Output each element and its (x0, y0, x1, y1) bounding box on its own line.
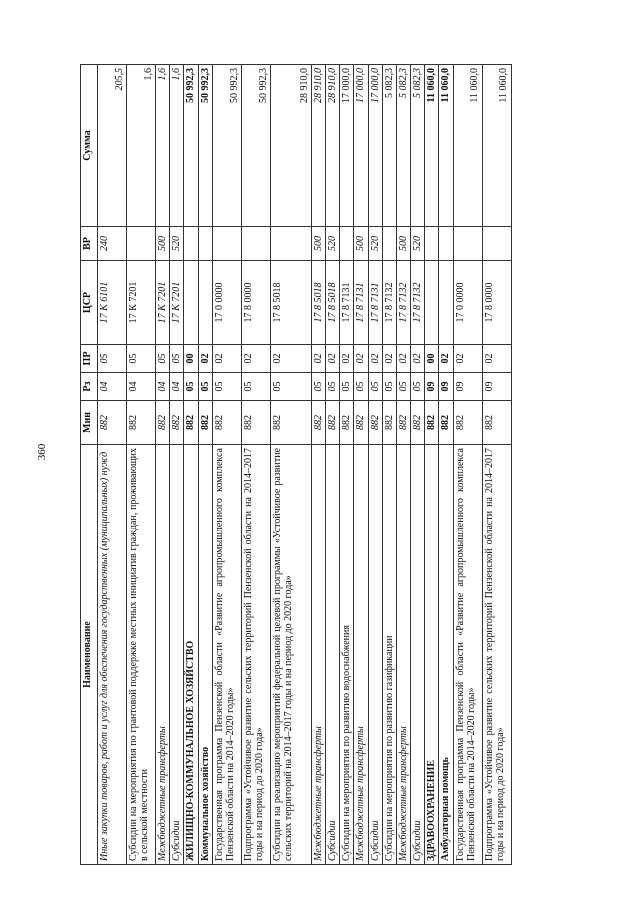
cell-vr (425, 227, 439, 261)
cell-min: 882 (396, 401, 410, 445)
table-row (425, 65, 439, 865)
cell-vr (482, 227, 511, 261)
cell-rz: 04 (98, 373, 127, 401)
cell-rz: 05 (382, 373, 396, 401)
cell-name: Субсидии (411, 445, 425, 865)
cell-rz: 05 (311, 373, 325, 401)
cell-rz: 05 (270, 373, 311, 401)
cell-sum: 17 000,0 (354, 65, 368, 227)
table-row (368, 65, 382, 865)
cell-csr (439, 261, 453, 345)
cell-rz: 09 (439, 373, 453, 401)
cell-pr: 02 (368, 345, 382, 373)
table-row (325, 65, 339, 865)
cell-pr: 02 (198, 345, 212, 373)
cell-min: 882 (198, 401, 212, 445)
cell-name: Субсидии (368, 445, 382, 865)
cell-rz: 05 (368, 373, 382, 401)
cell-rz: 05 (396, 373, 410, 401)
table-row (212, 65, 241, 865)
cell-vr (241, 227, 270, 261)
table-row (354, 65, 368, 865)
table-row (382, 65, 396, 865)
cell-min: 882 (270, 401, 311, 445)
cell-name: ЗДРАВООХРАНЕНИЕ (425, 445, 439, 865)
cell-name: Субсидии на мероприятия по развитию водоснабжения (340, 445, 354, 865)
cell-sum: 205,5 (98, 65, 127, 227)
cell-sum: 17 000,0 (368, 65, 382, 227)
cell-name: Субсидии на мероприятия по развитию газификации (382, 445, 396, 865)
cell-min: 882 (382, 401, 396, 445)
cell-pr: 02 (354, 345, 368, 373)
cell-pr: 02 (411, 345, 425, 373)
cell-min: 882 (340, 401, 354, 445)
cell-rz: 09 (453, 373, 482, 401)
cell-vr: 500 (156, 227, 170, 261)
cell-pr: 02 (241, 345, 270, 373)
table-row (127, 65, 156, 865)
cell-sum: 28 910,0 (311, 65, 325, 227)
cell-name: Субсидии (170, 445, 184, 865)
cell-vr (184, 227, 198, 261)
cell-min: 882 (212, 401, 241, 445)
cell-rz: 09 (482, 373, 511, 401)
table-row (98, 65, 127, 865)
table-row (439, 65, 453, 865)
cell-csr: 17 К 7201 (127, 261, 156, 345)
cell-sum: 11 060,0 (439, 65, 453, 227)
table-row (198, 65, 212, 865)
cell-csr: 17 8 7131 (354, 261, 368, 345)
cell-name: Субсидии (325, 445, 339, 865)
cell-vr (453, 227, 482, 261)
cell-vr (340, 227, 354, 261)
header-min: Мин (81, 401, 98, 445)
cell-pr: 05 (156, 345, 170, 373)
cell-sum: 50 992,3 (184, 65, 198, 227)
cell-min: 882 (411, 401, 425, 445)
cell-sum: 1,6 (156, 65, 170, 227)
cell-rz: 05 (411, 373, 425, 401)
cell-vr: 520 (411, 227, 425, 261)
cell-pr: 02 (325, 345, 339, 373)
rotated-table-container (80, 65, 540, 865)
cell-min: 882 (453, 401, 482, 445)
header-sum: Сумма (81, 65, 98, 227)
cell-min: 882 (368, 401, 382, 445)
cell-vr (439, 227, 453, 261)
table-row (311, 65, 325, 865)
table-body (98, 65, 512, 865)
cell-name: Субсидии на реализацию мероприятий федеральной целевой программы «Устойчивое развитие сельских территорий на 2014–2017 годы и на период до 2020 года» (270, 445, 311, 865)
cell-rz: 05 (241, 373, 270, 401)
header-vr: ВР (81, 227, 98, 261)
cell-pr: 02 (212, 345, 241, 373)
cell-name: Подпрограмма «Устойчивое развитие сельских территорий Пензенской области на 2014–2017 годы и на период до 2020 года» (241, 445, 270, 865)
cell-min: 882 (482, 401, 511, 445)
cell-pr: 02 (439, 345, 453, 373)
cell-pr: 02 (396, 345, 410, 373)
table-row (411, 65, 425, 865)
cell-sum: 11 060,0 (425, 65, 439, 227)
table-row (156, 65, 170, 865)
cell-pr: 02 (311, 345, 325, 373)
cell-csr (425, 261, 439, 345)
cell-vr (270, 227, 311, 261)
table-row (270, 65, 311, 865)
cell-name: Субсидии на мероприятия по грантовой поддержке местных инициатив граждан, проживающих в сельской местности (127, 445, 156, 865)
cell-vr: 520 (325, 227, 339, 261)
cell-csr: 17 0 0000 (212, 261, 241, 345)
cell-csr: 17 8 7132 (396, 261, 410, 345)
cell-csr (184, 261, 198, 345)
cell-sum: 11 060,0 (482, 65, 511, 227)
cell-csr: 17 К 7201 (170, 261, 184, 345)
cell-rz: 05 (340, 373, 354, 401)
cell-vr: 520 (170, 227, 184, 261)
cell-pr: 02 (382, 345, 396, 373)
cell-min: 882 (354, 401, 368, 445)
cell-name: Межбюджетные трансферты (156, 445, 170, 865)
cell-min: 882 (156, 401, 170, 445)
cell-name: Амбулаторная помощь (439, 445, 453, 865)
budget-table (80, 64, 512, 865)
cell-vr: 500 (396, 227, 410, 261)
cell-vr: 520 (368, 227, 382, 261)
cell-min: 882 (241, 401, 270, 445)
cell-vr: 500 (354, 227, 368, 261)
header-rz: Рз (81, 373, 98, 401)
cell-sum: 5 082,3 (396, 65, 410, 227)
cell-vr (127, 227, 156, 261)
cell-rz: 05 (184, 373, 198, 401)
cell-min: 882 (425, 401, 439, 445)
header-row (81, 65, 98, 865)
cell-csr: 17 К 6101 (98, 261, 127, 345)
header-csr: ЦСР (81, 261, 98, 345)
cell-sum: 11 060,0 (453, 65, 482, 227)
cell-pr: 02 (482, 345, 511, 373)
cell-name: Коммунальное хозяйство (198, 445, 212, 865)
cell-vr (198, 227, 212, 261)
cell-name: Подпрограмма «Устойчивое развитие сельских территорий Пензенской области на 2014–2017 годы и на период до 2020 года» (482, 445, 511, 865)
cell-csr: 17 8 7132 (411, 261, 425, 345)
cell-csr: 17 8 7131 (340, 261, 354, 345)
cell-sum: 50 992,3 (198, 65, 212, 227)
cell-rz: 05 (198, 373, 212, 401)
cell-min: 882 (439, 401, 453, 445)
cell-vr (212, 227, 241, 261)
cell-pr: 05 (170, 345, 184, 373)
cell-sum: 1,6 (127, 65, 156, 227)
cell-pr: 02 (453, 345, 482, 373)
cell-sum: 28 910,0 (325, 65, 339, 227)
cell-csr: 17 8 5018 (311, 261, 325, 345)
table-row (170, 65, 184, 865)
cell-rz: 04 (156, 373, 170, 401)
cell-sum: 50 992,3 (241, 65, 270, 227)
cell-sum: 1,6 (170, 65, 184, 227)
table-row (184, 65, 198, 865)
cell-name: Межбюджетные трансферты (311, 445, 325, 865)
cell-sum: 17 000,0 (340, 65, 354, 227)
table-row (453, 65, 482, 865)
cell-csr (198, 261, 212, 345)
header-name: Наименование (81, 445, 98, 865)
cell-min: 882 (127, 401, 156, 445)
cell-pr: 05 (98, 345, 127, 373)
cell-name: ЖИЛИЩНО-КОММУНАЛЬНОЕ ХОЗЯЙСТВО (184, 445, 198, 865)
cell-pr: 02 (340, 345, 354, 373)
cell-csr: 17 8 7132 (382, 261, 396, 345)
cell-name: Государственная программа Пензенской области «Развитие агропромышленного комплекса Пензенской области на 2014–2020 годы» (453, 445, 482, 865)
cell-rz: 04 (127, 373, 156, 401)
header-pr: ПР (81, 345, 98, 373)
cell-pr: 02 (270, 345, 311, 373)
cell-csr: 17 0 0000 (453, 261, 482, 345)
cell-rz: 05 (354, 373, 368, 401)
cell-csr: 17 8 5018 (270, 261, 311, 345)
cell-vr: 500 (311, 227, 325, 261)
cell-min: 882 (170, 401, 184, 445)
cell-rz: 04 (170, 373, 184, 401)
cell-rz: 05 (325, 373, 339, 401)
cell-rz: 09 (425, 373, 439, 401)
cell-vr (382, 227, 396, 261)
table-row (396, 65, 410, 865)
cell-min: 882 (184, 401, 198, 445)
cell-pr: 05 (127, 345, 156, 373)
cell-csr: 17 К 7201 (156, 261, 170, 345)
cell-csr: 17 8 0000 (241, 261, 270, 345)
cell-min: 882 (325, 401, 339, 445)
cell-csr: 17 8 5018 (325, 261, 339, 345)
table-row (340, 65, 354, 865)
cell-csr: 17 8 0000 (482, 261, 511, 345)
cell-pr: 00 (184, 345, 198, 373)
table-row (241, 65, 270, 865)
cell-sum: 5 082,3 (382, 65, 396, 227)
cell-vr: 240 (98, 227, 127, 261)
cell-csr: 17 8 7131 (368, 261, 382, 345)
table-row (482, 65, 511, 865)
cell-sum: 5 082,3 (411, 65, 425, 227)
cell-min: 882 (311, 401, 325, 445)
cell-sum: 28 910,0 (270, 65, 311, 227)
cell-name: Межбюджетные трансферты (396, 445, 410, 865)
cell-name: Государственная программа Пензенской области «Развитие агропромышленного комплекса Пензенской области на 2014–2020 годы» (212, 445, 241, 865)
cell-name: Межбюджетные трансферты (354, 445, 368, 865)
page-number: 360 (36, 443, 48, 461)
cell-name: Иные закупки товаров, работ и услуг для обеспечения государственных (муниципальных) нужд (98, 445, 127, 865)
cell-pr: 00 (425, 345, 439, 373)
cell-min: 882 (98, 401, 127, 445)
cell-rz: 05 (212, 373, 241, 401)
cell-sum: 50 992,3 (212, 65, 241, 227)
